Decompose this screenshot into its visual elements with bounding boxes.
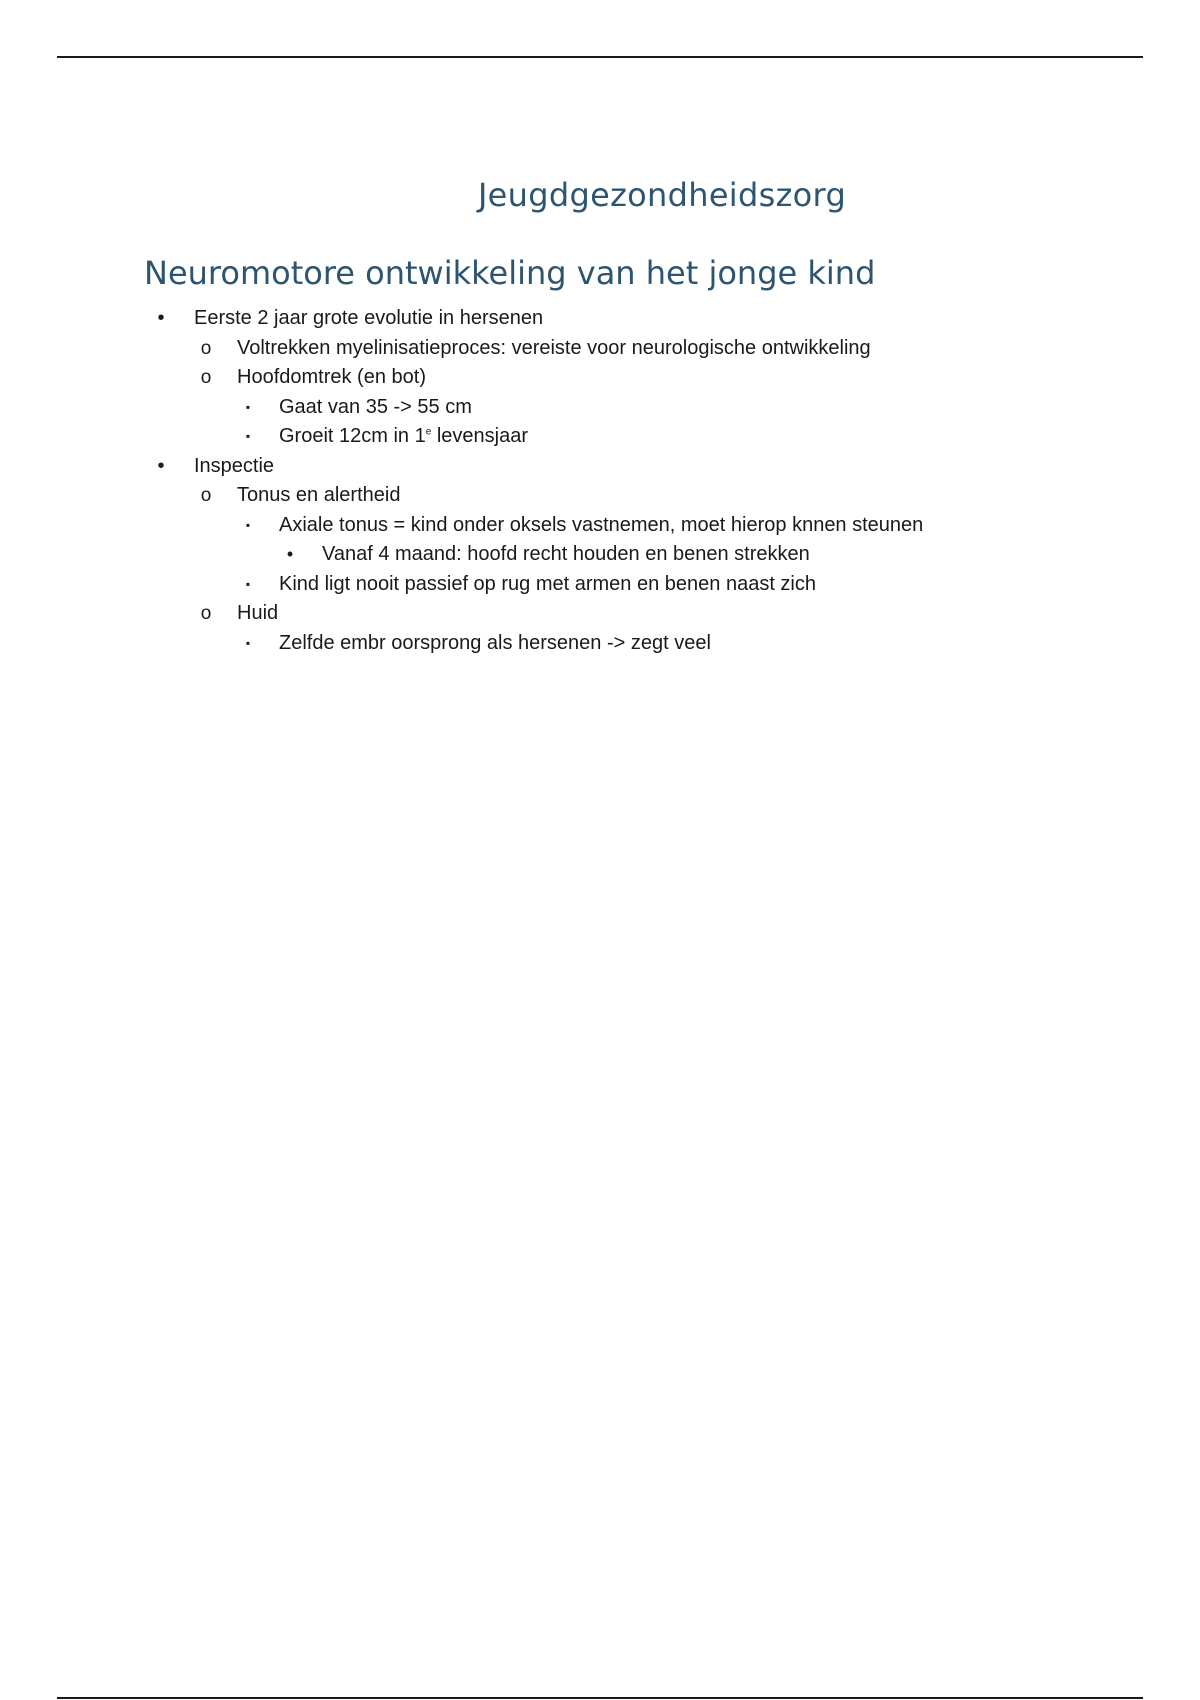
bullet-marker: o [200, 337, 212, 359]
list-item-text: Huid [237, 602, 279, 624]
bullet-marker: ▪ [245, 399, 251, 414]
list-item [0, 393, 1200, 423]
bullet-marker: • [157, 454, 165, 477]
list-item [0, 540, 1200, 570]
header-rule [57, 56, 1143, 58]
list-item [0, 422, 1200, 452]
bullet-outline [0, 304, 1200, 658]
bullet-marker: o [200, 603, 212, 624]
list-item [0, 304, 1200, 334]
list-item-text: Tonus en alertheid [237, 484, 401, 506]
bullet-marker: o [200, 485, 212, 506]
list-item-text: Gaat van 35 -> 55 cm [279, 395, 472, 418]
superscript: e [425, 426, 432, 438]
list-item [0, 629, 1200, 659]
footer-rule [57, 1697, 1143, 1699]
list-item [0, 599, 1200, 629]
list-item [0, 570, 1200, 600]
list-item [0, 511, 1200, 541]
list-item [0, 452, 1200, 482]
list-item-text: Kind ligt nooit passief op rug met armen en benen naast zich [279, 572, 816, 595]
bullet-marker: ▪ [245, 576, 251, 591]
bullet-marker: ▪ [245, 517, 251, 532]
text-segment: Groeit 12cm in 1 [279, 425, 426, 447]
bullet-marker: o [200, 367, 212, 388]
list-item [0, 334, 1200, 364]
bullet-marker: • [157, 307, 165, 329]
list-item-text [279, 422, 528, 452]
list-item-text: Voltrekken myelinisatieproces: vereiste voor neurologische ontwikkeling [237, 336, 871, 359]
list-item-text: Axiale tonus = kind onder oksels vastnemen, moet hierop knnen steunen [279, 513, 924, 536]
list-item-text: Vanaf 4 maand: hoofd recht houden en benen strekken [322, 543, 810, 565]
bullet-marker: • [286, 544, 294, 564]
section-heading: Neuromotore ontwikkeling van het jonge kind [144, 254, 876, 292]
bullet-marker: ▪ [245, 429, 251, 443]
list-item [0, 481, 1200, 511]
text-segment: levensjaar [431, 425, 529, 447]
list-item [0, 363, 1200, 393]
list-item-text: Inspectie [194, 454, 275, 477]
list-item-text: Hoofdomtrek (en bot) [237, 366, 426, 388]
list-item-text: Eerste 2 jaar grote evolutie in hersenen [194, 307, 544, 329]
list-item-text: Zelfde embr oorsprong als hersenen -> zegt veel [279, 631, 711, 654]
bullet-marker: ▪ [245, 635, 251, 650]
document-title: Jeugdgezondheidszorg [477, 176, 847, 214]
